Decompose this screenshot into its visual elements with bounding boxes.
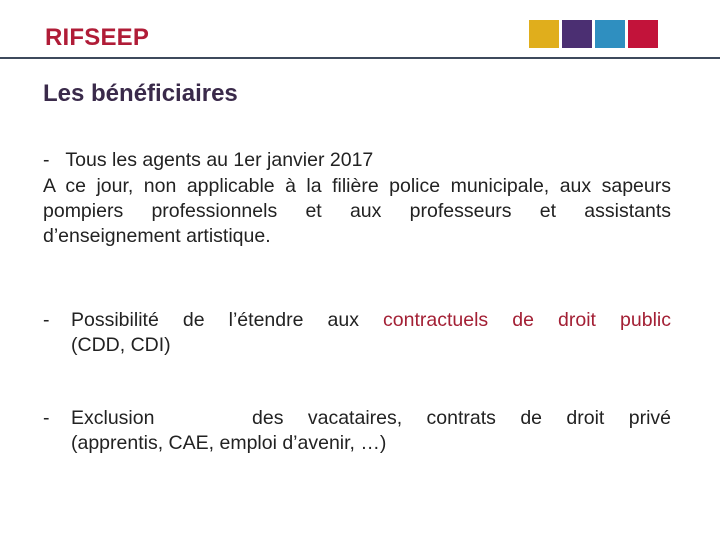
bullet-1-dash: - <box>43 149 50 171</box>
bullet-2-body <box>71 308 671 358</box>
bullet-2 <box>43 308 671 358</box>
blue-square <box>595 20 625 48</box>
bullet-3-line-2: (apprentis, CAE, emploi d’avenir, …) <box>71 432 387 454</box>
bullet-2-text: Possibilité de l’étendre aux <box>71 309 384 331</box>
bullet-3 <box>43 406 671 456</box>
bullet-2-line-2: (CDD, CDI) <box>71 334 171 356</box>
bullet-3-dash: - <box>43 407 50 429</box>
slide-title: RIFSEEP <box>45 24 150 51</box>
bullet-2-line-1 <box>71 308 671 333</box>
section-subtitle: Les bénéficiaires <box>43 80 238 107</box>
bullet-2-highlight: contractuels de droit public <box>383 309 671 331</box>
bullet-3-body <box>71 406 671 456</box>
bullet-1 <box>43 148 671 173</box>
header-divider <box>0 57 720 59</box>
yellow-square <box>529 20 559 48</box>
purple-square <box>562 20 592 48</box>
bullet-1-text: Tous les agents au 1er janvier 2017 <box>65 149 374 171</box>
red-square <box>628 20 658 48</box>
bullet-2-dash: - <box>43 309 50 331</box>
bullet-3-line-1: Exclusion des vacataires, contrats de droit privé <box>71 407 671 429</box>
paragraph-note: A ce jour, non applicable à la filière police municipale, aux sapeurs pompiers professionnels et aux professeurs et assistants d’enseignement artistique. <box>43 175 671 247</box>
